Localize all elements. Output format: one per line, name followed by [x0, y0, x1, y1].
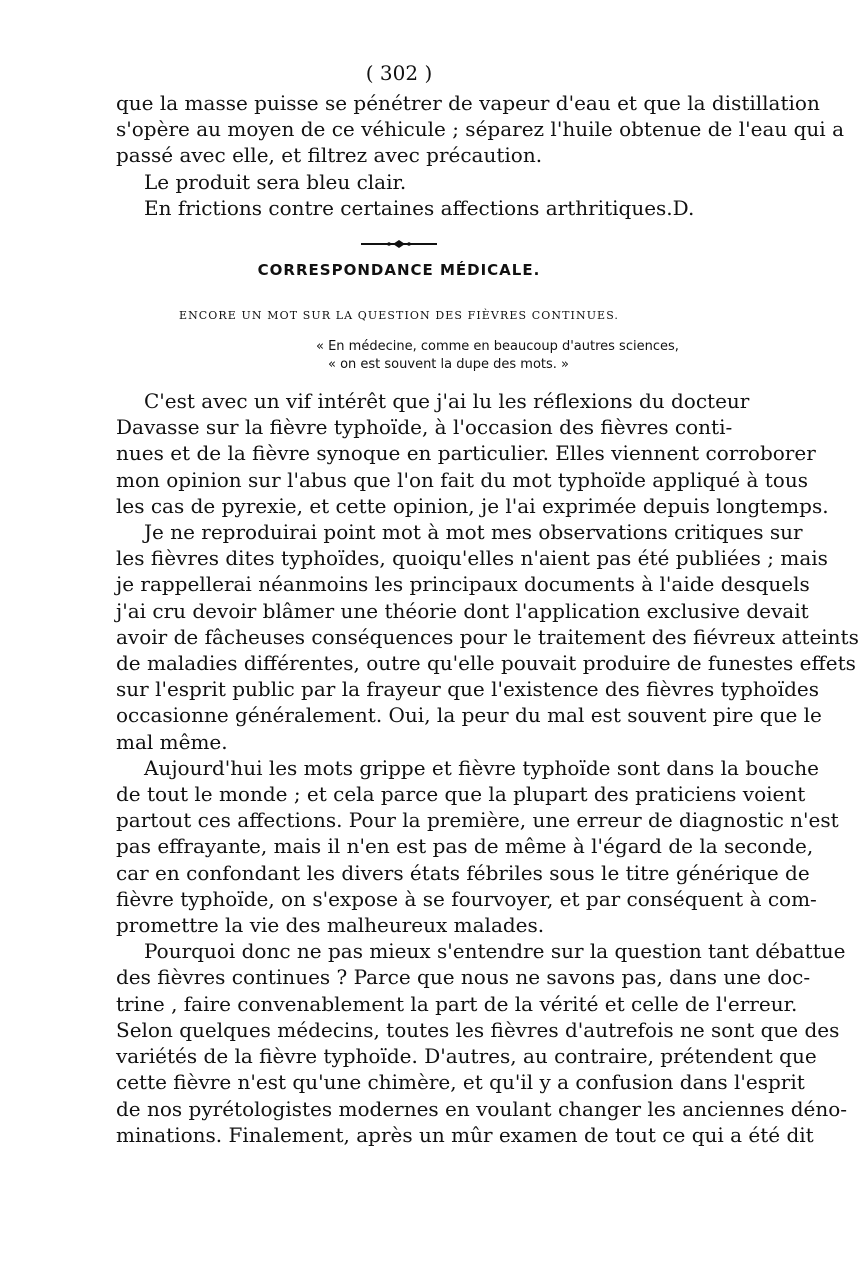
text-line: sur l'esprit public par la frayeur que l'existence des fièvres typhoïdes [116, 677, 819, 702]
text-line: minations. Finalement, après un mûr examen de tout ce qui a été dit [116, 1122, 814, 1147]
text-line: de nos pyrétologistes modernes en voulant changer les anciennes déno- [116, 1096, 848, 1121]
text-line: C'est avec un vif intérêt que j'ai lu les réflexions du docteur [144, 389, 750, 414]
text-line: je rappellerai néanmoins les principaux documents à l'aide desquels [116, 572, 810, 597]
paragraph-3 [116, 755, 839, 938]
text-line: de maladies différentes, outre qu'elle pouvait produire de funestes effets [116, 651, 856, 676]
epigraph-line: « En médecine, comme en beaucoup d'autres sciences, [316, 339, 679, 355]
paragraph-2 [116, 519, 859, 755]
text-line: nues et de la fièvre synoque en particulier. Elles viennent corroborer [116, 441, 816, 466]
text-line: Davasse sur la fièvre typhoïde, à l'occasion des fièvres conti- [116, 415, 733, 440]
usage-line-with-signature [116, 195, 695, 221]
text-line: passé avec elle, et filtrez avec précaution. [116, 143, 543, 168]
text-line: Aujourd'hui les mots grippe et fièvre typhoïde sont dans la bouche [144, 755, 819, 780]
text-line: promettre la vie des malheureux malades. [116, 913, 545, 938]
page-number: ( 302 ) [365, 61, 433, 85]
intro-paragraph [116, 90, 844, 169]
epigraph [116, 338, 682, 374]
text-line: car en confondant les divers états fébriles sous le titre générique de [116, 860, 810, 885]
text-line: avoir de fâcheuses conséquences pour le traitement des fiévreux atteints [116, 624, 859, 649]
text-line: fièvre typhoïde, on s'expose à se fourvoyer, et par conséquent à com- [116, 886, 817, 911]
text-line: que la masse puisse se pénétrer de vapeur d'eau et que la distillation [116, 91, 820, 115]
text-line: partout ces affections. Pour la première, une erreur de diagnostic n'est [116, 808, 839, 833]
text-line: occasionne généralement. Oui, la peur du mal est souvent pire que le [116, 703, 822, 728]
product-line: Le produit sera bleu clair. [144, 169, 407, 194]
book-page [116, 60, 859, 1148]
author-signature: D. [672, 195, 695, 220]
article-subtitle: ENCORE UN MOT SUR LA QUESTION DES FIÈVRES CONTINUES. [178, 309, 620, 323]
text-line: pas effrayante, mais il n'en est pas de même à l'égard de la seconde, [116, 834, 814, 859]
text-line: variétés de la fièvre typhoïde. D'autres, au contraire, prétendent que [116, 1044, 817, 1069]
text-line: mal même. [116, 729, 228, 754]
paragraph-4 [116, 938, 848, 1148]
text-line: les fièvres dites typhoïdes, quoiqu'elles n'aient pas été publiées ; mais [116, 546, 828, 571]
usage-text: En frictions contre certaines affections arthritiques. [144, 195, 673, 220]
text-line: Je ne reproduirai point mot à mot mes observations critiques sur [144, 520, 803, 545]
text-line: j'ai cru devoir blâmer une théorie dont l'application exclusive devait [116, 598, 809, 623]
text-line: Selon quelques médecins, toutes les fièvres d'autrefois ne sont que des [116, 1017, 840, 1042]
text-line: trine , faire convenablement la part de la vérité et celle de l'erreur. [116, 991, 798, 1016]
epigraph-line: « on est souvent la dupe des mots. » [328, 357, 569, 373]
text-line: mon opinion sur l'abus que l'on fait du mot typhoïde appliqué à tous [116, 467, 808, 492]
text-line: les cas de pyrexie, et cette opinion, je l'ai exprimée depuis longtemps. [116, 493, 829, 518]
ornament-divider-icon [359, 239, 439, 249]
text-line: Pourquoi donc ne pas mieux s'entendre sur la question tant débattue [144, 939, 846, 964]
text-line: des fièvres continues ? Parce que nous ne savons pas, dans une doc- [116, 965, 811, 990]
section-title: CORRESPONDANCE MÉDICALE. [257, 261, 541, 280]
text-line: de tout le monde ; et cela parce que la plupart des praticiens voient [116, 782, 806, 807]
paragraph-1 [116, 388, 829, 519]
text-line: cette fièvre n'est qu'une chimère, et qu'il y a confusion dans l'esprit [116, 1070, 805, 1095]
text-line: s'opère au moyen de ce véhicule ; séparez l'huile obtenue de l'eau qui a [116, 117, 844, 142]
